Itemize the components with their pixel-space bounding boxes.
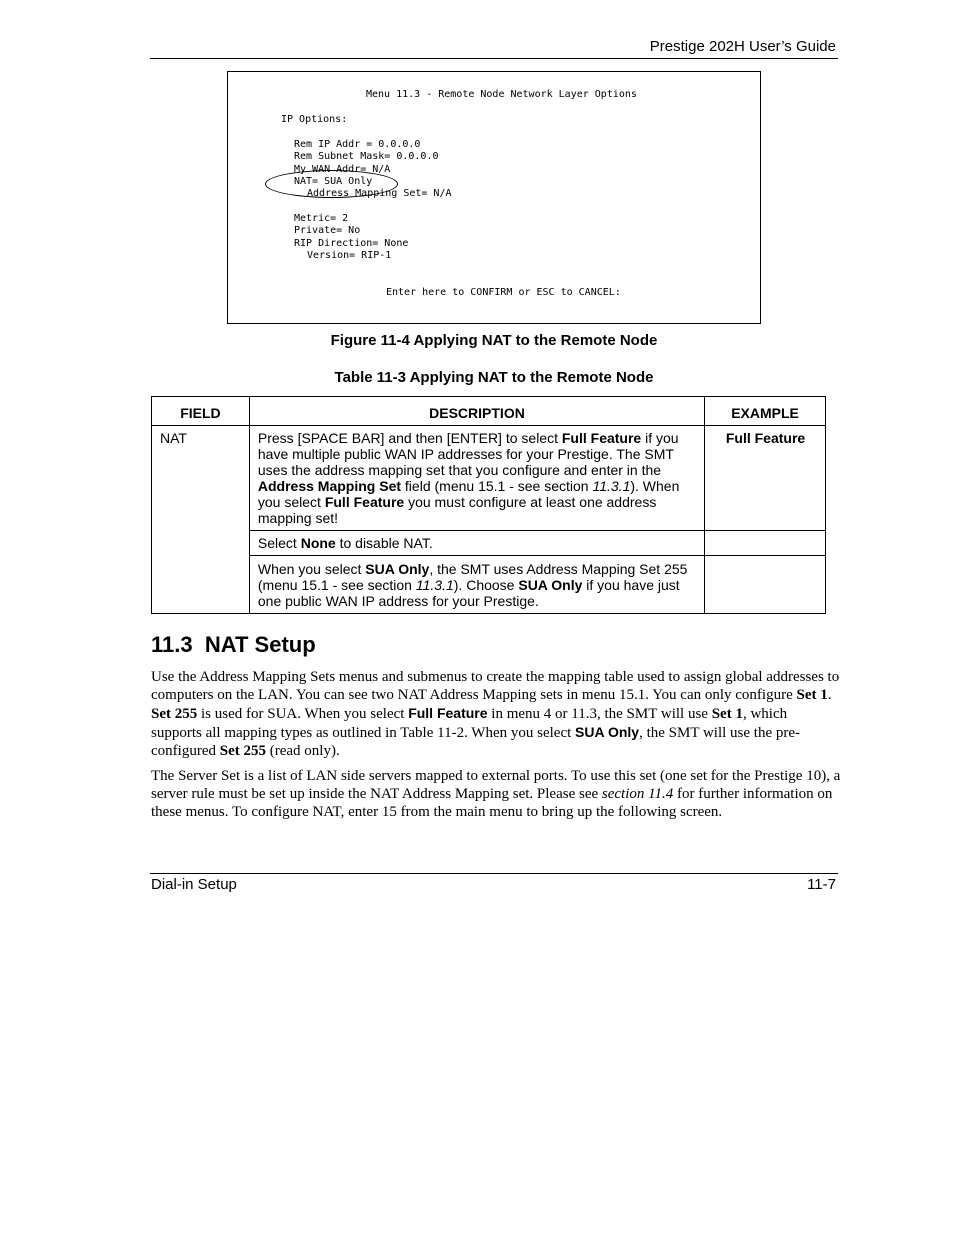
page-footer [150,873,838,898]
field-header: FIELD [152,397,250,426]
table-caption: Table 11-3 Applying NAT to the Remote Node [334,369,654,386]
private: Private= No [294,225,361,236]
guide-title: Prestige 202H User’s Guide [649,38,836,55]
field-cell: NAT [152,426,250,614]
address-mapping-set: Address Mapping Set= N/A [307,188,452,199]
example-cell [705,531,826,556]
table-header-row [152,397,826,426]
rip-direction: RIP Direction= None [294,238,409,249]
page-number: 11-7 [807,876,836,893]
table-row [152,426,826,531]
nat-options-table [151,396,826,614]
description-cell: When you select SUA Only, the SMT uses Address Mapping Set 255 (menu 15.1 - see section 11.3.1). Choose SUA Only if you have just one public WAN IP address for your Prestige. [249,556,704,614]
highlight-oval [265,170,398,198]
server-set-paragraph: The Server Set is a list of LAN side servers mapped to external ports. To use this set (one set for the Prestige 10), a server rule must be set up inside the NAT Address Mapping set. Please see section 11.4 for further information on these menus. To configure NAT, enter 15 from the main menu to bring up the following screen. [151,768,841,820]
page-header [150,37,838,59]
example-cell: Full Feature [705,426,826,531]
example-cell [705,556,826,614]
rem-ip-addr: Rem IP Addr = 0.0.0.0 [294,139,421,150]
rip-version: Version= RIP-1 [307,250,392,261]
nat-setting: NAT= SUA Only [294,176,373,187]
description-cell: Press [SPACE BAR] and then [ENTER] to select Full Feature if you have multiple public WAN IP addresses for your Prestige. The SMT uses the address mapping set that you configure and enter in the Address Mapping Set field (menu 15.1 - see section 11.3.1). When you select Full Feature you must configure at least one address mapping set! [249,426,704,531]
nat-setup-paragraph: Use the Address Mapping Sets menus and submenus to create the mapping table used to assign global addresses to computers on the LAN. You can see two NAT Address Mapping sets in menu 15.1. You can only configure Set 1. Set 255 is used for SUA. When you select Full Feature in menu 4 or 11.3, the SMT will use Set 1, which supports all mapping types as outlined in Table 11-2. When you select SUA Only, the SMT will use the pre-configured Set 255 (read only). [151,669,840,759]
chapter-name: Dial-in Setup [151,876,237,893]
rem-subnet-mask: Rem Subnet Mask= 0.0.0.0 [294,151,439,162]
ip-options-label: IP Options: [281,114,348,125]
confirm-prompt: Enter here to CONFIRM or ESC to CANCEL: [386,287,621,298]
figure-caption: Figure 11-4 Applying NAT to the Remote Node [330,332,658,349]
section-heading: 11.3 NAT Setup [151,632,316,657]
metric: Metric= 2 [294,213,349,224]
example-header: EXAMPLE [705,397,826,426]
table-row [152,531,826,556]
my-wan-addr: My WAN Addr= N/A [294,164,391,175]
table-row [152,556,826,614]
description-header: DESCRIPTION [249,397,704,426]
menu-title: Menu 11.3 - Remote Node Network Layer Options [366,89,637,100]
description-cell: Select None to disable NAT. [249,531,704,556]
